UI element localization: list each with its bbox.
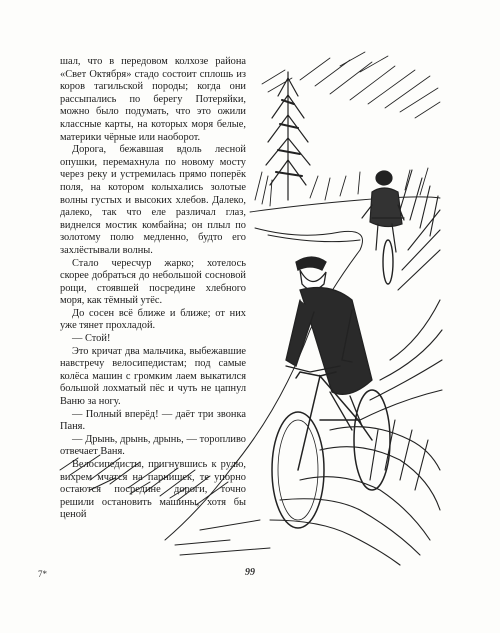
paragraph-1: шал, что в передовом колхозе района «Свет Октября» стадо состоит сплошь из коров тагильской породы; когда они рассыпались по берегу Потеряйки, можно было подумать, что это ожили классные карты, на которых моря белые, материки чёрные или наоборот. (60, 56, 246, 143)
paragraph-4: До сосен всё ближе и ближе; от них уже тянет прохладой. (60, 307, 246, 332)
page-number: 99 (245, 567, 255, 578)
paragraph-5: — Стой! (72, 333, 111, 345)
paragraph-2: Дорога, бежавшая вдоль лесной опушки, перемахнула по новому мосту через реку и устремилась прямо поперёк поля, на котором колыхались золотые волны густых и высоких хлебов. Далеко, далеко, так что еле различал глаз, виднелся мостик комбайна; он плыл по золотому полю медленно, будто его захлёстывали волны. (60, 144, 246, 256)
paragraph-7: — Полный вперёд! — даёт три звонка Паня. (60, 408, 246, 433)
paragraph-8: — Дрынь, дрынь, дрынь, — торопливо отвечает Ваня. (60, 433, 246, 458)
signature-mark: 7* (38, 569, 47, 579)
distant-tree (266, 72, 310, 200)
sky-hatching (262, 52, 440, 118)
far-cyclist (362, 171, 404, 284)
paragraph-6: Это кричат два мальчика, выбежавшие навстречу велосипедистам; под самые колёса машин с громким лаем выкатился большой лохматый пёс и чуть не цапнул Ваню за ногу. (60, 345, 246, 408)
paragraph-3: Стало чересчур жарко; хотелось скорее добраться до небольшой сосновой рощи, стоявшей посредине хлебного моря, как тёмный утёс. (60, 257, 246, 307)
paragraph-9: Велосипедисты, пригнувшись к рулю, вихрем мчатся на парнишек, те упорно остаются посредине дороги, точно решили остановить машины, хотя бы ценой (60, 459, 246, 521)
left-grass (60, 455, 228, 505)
horizon-grass (250, 168, 440, 212)
